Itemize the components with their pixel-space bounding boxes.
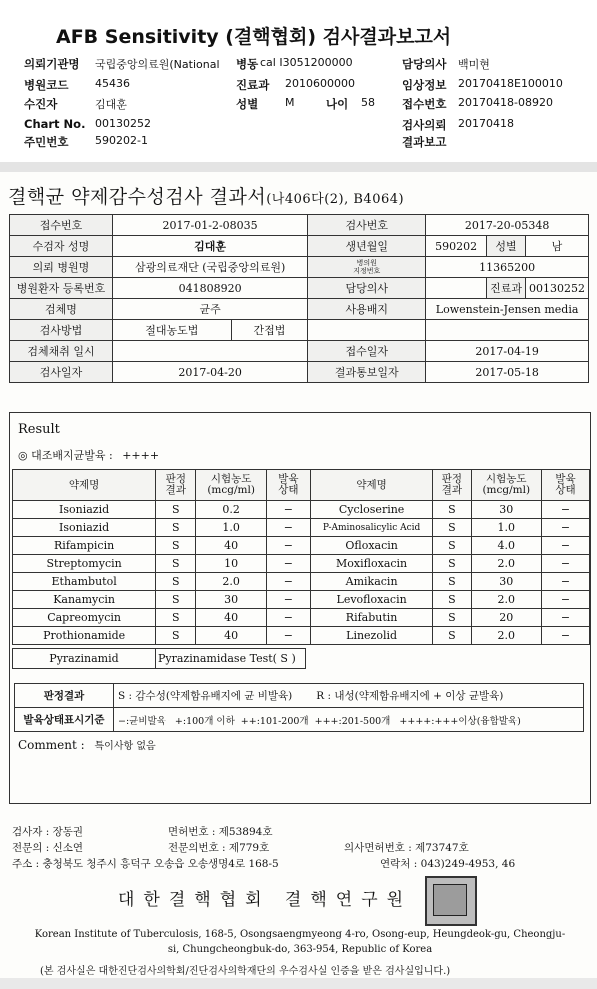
ward-label: 병동 [236, 57, 259, 71]
specimen-ref: 11365200 [426, 257, 589, 278]
request-label: 검사의뢰 [402, 118, 447, 132]
report-label: 결과보고 [402, 135, 447, 149]
drug-name: Capreomycin [13, 609, 156, 627]
drug-name-right: Linezolid [310, 627, 432, 645]
collect-label: 검체채취 일시 [10, 341, 113, 362]
drug-header: 약제명 [13, 470, 156, 501]
drug-name-right: P-Aminosalicylic Acid [310, 519, 432, 537]
drug-row [13, 519, 590, 537]
verdict-legend-label: 판정결과 [15, 684, 114, 708]
pza-result: Pyrazinamidase Test( S ) [156, 649, 306, 669]
growth-header-right: 발육 상태 [541, 470, 589, 501]
report-title: AFB Sensitivity (결핵협회) 검사결과보고서 [56, 26, 452, 48]
growth-legend-label: 발육상태표시기준 [15, 708, 114, 732]
drug-result: S [156, 627, 196, 645]
drug-growth: − [266, 573, 310, 591]
method-1: 절대농도법 [113, 320, 232, 341]
drug-row [13, 555, 590, 573]
drug-growth: − [266, 591, 310, 609]
pza-name: Pyrazinamid [13, 649, 156, 669]
receipt-label: 접수번호 [402, 97, 447, 111]
address: 주소 : 충청북도 청주시 흥덕구 오송읍 오송생명4로 168-5 [12, 858, 279, 870]
institution-label: 의뢰기관명 [24, 57, 80, 71]
test-no-label: 검사번호 [308, 215, 426, 236]
sex-label: 성별 [236, 97, 259, 111]
tester: 검사자 : 장동권 [12, 826, 84, 838]
verdict-legend-r: R : 내성(약제함유배지에 + 이상 균발육) [316, 690, 504, 702]
notify: 2017-05-18 [426, 362, 589, 383]
growth-legend: −:균비발육 +:100개 이하 ++:101-200개 +++:201-500개 ++++:+++이상(융합발육) [114, 708, 584, 732]
patient-info-table [9, 214, 589, 383]
dept-label: 진료과 [487, 278, 526, 299]
drug-result: S [156, 555, 196, 573]
drug-name: Isoniazid [13, 501, 156, 519]
conc-header: 시험농도 (mcg/ml) [196, 470, 266, 501]
header-divider [0, 162, 597, 172]
drug-conc: 10 [196, 555, 266, 573]
drug-growth-right: − [541, 501, 589, 519]
patient-value: 김대훈 [95, 98, 127, 111]
drug-name-right: Cycloserine [310, 501, 432, 519]
drug-conc: 1.0 [196, 519, 266, 537]
drug-row [13, 573, 590, 591]
tester-license: 면허번호 : 제53894호 [168, 826, 273, 838]
phone: 연락처 : 043)249-4953, 46 [380, 858, 516, 870]
drug-conc-right: 1.0 [471, 519, 541, 537]
drug-conc: 0.2 [196, 501, 266, 519]
drug-result: S [156, 501, 196, 519]
institute-name: 대한결핵협회 결핵연구원 [118, 890, 413, 910]
drug-result-right: S [433, 519, 471, 537]
age-label: 나이 [326, 97, 349, 111]
official-seal-inner [433, 884, 467, 916]
medium: Lowenstein-Jensen media [426, 299, 589, 320]
drug-name: Kanamycin [13, 591, 156, 609]
drug-row [13, 591, 590, 609]
specimen: 균주 [113, 299, 308, 320]
verdict-legend-s: S : 감수성(약제함유배지에 균 비발육) R : 내성(약제함유배지에 + 이상 균발육) [114, 684, 584, 708]
report-code: (나406다(2), B4064) [266, 192, 405, 207]
chart-value: 00130252 [95, 117, 151, 130]
drug-growth-right: − [541, 519, 589, 537]
drug-row [13, 537, 590, 555]
patient-label: 수진자 [24, 97, 58, 111]
report-main-title-text: 결핵균 약제감수성검사 결과서 [8, 186, 267, 208]
doctor [426, 278, 487, 299]
age-value: 58 [361, 96, 375, 109]
drug-conc: 40 [196, 537, 266, 555]
clinical-label: 임상정보 [402, 78, 447, 92]
recv-label: 접수일자 [308, 341, 426, 362]
drug-result-right: S [433, 573, 471, 591]
drug-growth-right: − [541, 627, 589, 645]
drug-conc-right: 2.0 [471, 627, 541, 645]
drug-result-right: S [433, 609, 471, 627]
comment-label: Comment : [18, 738, 85, 752]
specialist-no: 전문의번호 : 제779호 [168, 842, 270, 854]
drug-susceptibility-table [12, 469, 590, 645]
comment [18, 737, 156, 752]
comment-value: 특이사항 없음 [94, 741, 156, 752]
dept: 00130252 [526, 278, 589, 299]
official-seal [425, 876, 477, 926]
drug-conc-right: 4.0 [471, 537, 541, 555]
reg: 041808920 [113, 278, 308, 299]
reg-label: 병원환자 등록번호 [10, 278, 113, 299]
drug-conc: 30 [196, 591, 266, 609]
drug-result-right: S [433, 501, 471, 519]
growth-header: 발육 상태 [266, 470, 310, 501]
drug-result: S [156, 573, 196, 591]
drug-row [13, 501, 590, 519]
method-2: 간접법 [231, 320, 308, 341]
institution-value: 국립중앙의료원(National [95, 58, 220, 71]
rrn-value: 590202-1 [95, 134, 148, 147]
drug-result: S [156, 609, 196, 627]
drug-name-right: Moxifloxacin [310, 555, 432, 573]
drug-header-right: 약제명 [310, 470, 432, 501]
dob-label: 생년월일 [308, 236, 426, 257]
culture-label: ◎ 대조배지균발육 : [18, 449, 113, 462]
drug-name: Rifampicin [13, 537, 156, 555]
bottom-bar [0, 978, 597, 989]
doctor-label: 담당의사 [308, 278, 426, 299]
sex-label: 성별 [487, 236, 526, 257]
test-date-label: 검사일자 [10, 362, 113, 383]
drug-conc: 2.0 [196, 573, 266, 591]
request-value: 20170418 [458, 117, 514, 130]
drug-name: Streptomycin [13, 555, 156, 573]
culture-control [18, 447, 159, 463]
drug-row [13, 609, 590, 627]
certification-note: (본 검사실은 대한진단검사의학회/진단검사의학재단의 우수검사실 인증을 받은 검사실입니다.) [40, 966, 451, 977]
drug-conc-right: 30 [471, 573, 541, 591]
drug-result-right: S [433, 555, 471, 573]
test-date: 2017-04-20 [113, 362, 308, 383]
sex-value: M [285, 96, 295, 109]
hospital: 삼광의료재단 (국립중앙의료원) [113, 257, 308, 278]
address-english: Korean Institute of Tuberculosis, 168-5, Osongsaengmyeong 4-ro, Osong-eup, Heungdeok-gu, Cheongju-si, Chungcheongbuk-do, 363-954, Republic of Korea [34, 929, 566, 955]
verdict-header-right: 판정 결과 [433, 470, 471, 501]
specimen-label: 검체명 [10, 299, 113, 320]
verdict-header: 판정 결과 [156, 470, 196, 501]
drug-name-right: Amikacin [310, 573, 432, 591]
drug-growth-right: − [541, 609, 589, 627]
collect [113, 341, 308, 362]
conc-header-right: 시험농도 (mcg/ml) [471, 470, 541, 501]
drug-growth: − [266, 519, 310, 537]
specimen-ref-label: 병의원 지정번호 [308, 257, 426, 278]
dept-label: 진료과 [236, 78, 270, 92]
drug-name-right: Ofloxacin [310, 537, 432, 555]
drug-growth: − [266, 501, 310, 519]
chart-label: Chart No. [24, 117, 86, 131]
receipt-no-label: 접수번호 [10, 215, 113, 236]
drug-result: S [156, 519, 196, 537]
hospital-code-value: 45436 [95, 77, 130, 90]
drug-growth: − [266, 627, 310, 645]
receipt-no: 2017-01-2-08035 [113, 215, 308, 236]
drug-result: S [156, 591, 196, 609]
medium-label: 사용배지 [308, 299, 426, 320]
drug-name-right: Rifabutin [310, 609, 432, 627]
hospital-label: 의뢰 병원명 [10, 257, 113, 278]
drug-growth-right: − [541, 537, 589, 555]
receipt-value: 20170418-08920 [458, 96, 553, 109]
drug-conc-right: 2.0 [471, 555, 541, 573]
patient-name: 김대훈 [113, 236, 308, 257]
drug-growth: − [266, 537, 310, 555]
clinical-value: 20170418E100010 [458, 77, 563, 90]
dob: 590202 [426, 236, 487, 257]
notify-label: 결과통보일자 [308, 362, 426, 383]
method-label: 검사방법 [10, 320, 113, 341]
test-no: 2017-20-05348 [426, 215, 589, 236]
drug-growth-right: − [541, 573, 589, 591]
drug-name-right: Levofloxacin [310, 591, 432, 609]
drug-result-right: S [433, 591, 471, 609]
recv: 2017-04-19 [426, 341, 589, 362]
drug-result-right: S [433, 627, 471, 645]
result-title: Result [18, 422, 60, 437]
legend-table [14, 683, 584, 732]
drug-growth: − [266, 555, 310, 573]
drug-row [13, 627, 590, 645]
drug-result: S [156, 537, 196, 555]
hospital-code-label: 병원코드 [24, 78, 69, 92]
ward-value: cal I3051200000 [260, 56, 353, 69]
scanned-report [0, 172, 597, 989]
drug-conc: 40 [196, 609, 266, 627]
drug-conc-right: 2.0 [471, 591, 541, 609]
result-section [9, 412, 591, 804]
sex: 남 [526, 236, 589, 257]
drug-name: Ethambutol [13, 573, 156, 591]
drug-conc-right: 30 [471, 501, 541, 519]
specialist: 전문의 : 신소연 [12, 842, 84, 854]
name-label: 수검자 성명 [10, 236, 113, 257]
drug-growth: − [266, 609, 310, 627]
culture-value: ++++ [122, 449, 160, 462]
drug-conc: 40 [196, 627, 266, 645]
doctor-license: 의사면허번호 : 제73747호 [344, 842, 469, 854]
pyrazinamide-row [12, 648, 306, 669]
doctor-value: 백미현 [458, 58, 490, 71]
doctor-label: 담당의사 [402, 57, 447, 71]
drug-name: Isoniazid [13, 519, 156, 537]
drug-name: Prothionamide [13, 627, 156, 645]
drug-growth-right: − [541, 591, 589, 609]
drug-conc-right: 20 [471, 609, 541, 627]
drug-result-right: S [433, 537, 471, 555]
dept-value: 2010600000 [285, 77, 355, 90]
report-main-title [8, 182, 404, 209]
rrn-label: 주민번호 [24, 135, 69, 149]
drug-growth-right: − [541, 555, 589, 573]
